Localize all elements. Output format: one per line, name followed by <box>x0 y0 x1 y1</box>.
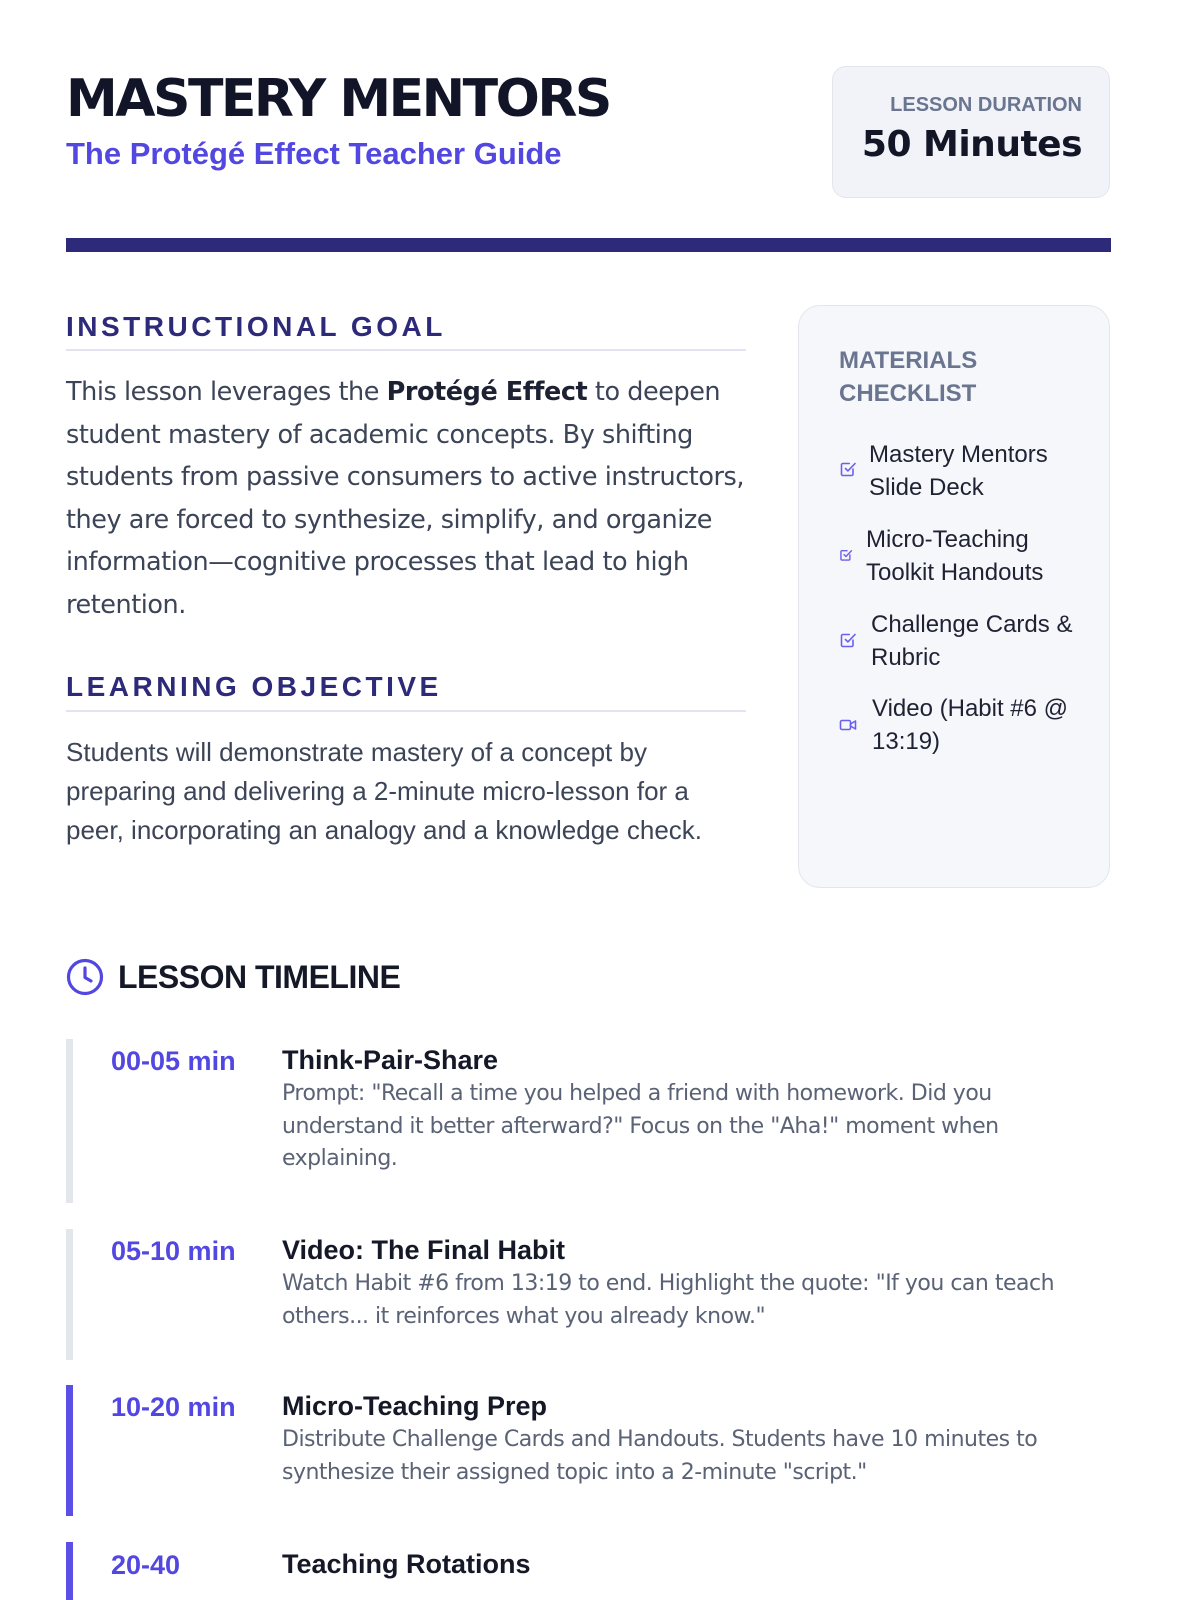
checkbox-icon <box>839 547 853 561</box>
materials-checklist-card <box>798 305 1110 888</box>
checkbox-icon <box>839 631 857 649</box>
learning-objective-text: Students will demonstrate mastery of a concept by preparing and delivering a 2-minute micro-lesson for a peer, incorporating an analogy and a knowledge check. <box>66 737 702 846</box>
lesson-duration-value: 50 Minutes <box>861 124 1082 165</box>
section-divider <box>66 349 746 351</box>
material-item-label: Micro-Teaching Toolkit Handouts <box>866 526 1044 586</box>
timeline-entry <box>66 1039 1111 1203</box>
page-title: MASTERY MENTORS <box>66 69 610 129</box>
lesson-duration-card <box>832 66 1110 198</box>
section-divider <box>66 710 746 712</box>
timeline-description: Distribute Challenge Cards and Handouts. Students have 10 minutes to synthesize their assigned topic into a 2-minute "script." <box>282 1427 1038 1485</box>
lesson-timeline-heading: LESSON TIMELINE <box>118 959 401 995</box>
timeline-time: 00-05 min <box>111 1046 236 1076</box>
goal-text-body: to deepen student mastery of academic concepts. By shifting students from passive consumers to active instructors, they are forced to synthesize, simplify, and organize information—cognitive processes that lead to high retention. <box>66 377 744 620</box>
page-subtitle: The Protégé Effect Teacher Guide <box>66 136 562 171</box>
materials-checklist-title: MATERIALS CHECKLIST <box>839 347 978 407</box>
timeline-activity: Think-Pair-Share <box>282 1045 499 1075</box>
timeline-description: Watch Habit #6 from 13:19 to end. Highlight the quote: "If you can teach others... it reinforces what you already know." <box>282 1271 1055 1329</box>
timeline-entry <box>66 1229 1111 1360</box>
timeline-time: 10-20 min <box>111 1392 236 1422</box>
clock-icon <box>66 958 104 996</box>
timeline-bar-active <box>66 1385 73 1516</box>
timeline-entry <box>66 1542 1111 1600</box>
timeline-activity: Micro-Teaching Prep <box>282 1391 548 1421</box>
lesson-duration-label: LESSON DURATION <box>890 94 1082 116</box>
checkbox-icon <box>839 460 857 478</box>
goal-text-emphasis: Protégé Effect <box>386 377 588 407</box>
header-divider <box>66 238 1111 252</box>
timeline-time: 05-10 min <box>111 1236 236 1266</box>
timeline-activity: Video: The Final Habit <box>282 1235 566 1265</box>
video-icon <box>839 716 857 734</box>
material-item-label: Video (Habit #6 @ 13:19) <box>872 695 1069 755</box>
learning-objective-heading: LEARNING OBJECTIVE <box>66 671 442 702</box>
material-item-label: Mastery Mentors Slide Deck <box>869 441 1048 501</box>
goal-text-intro: This lesson leverages the <box>66 377 387 407</box>
material-item-label: Challenge Cards & Rubric <box>871 611 1073 671</box>
timeline-entry <box>66 1385 1111 1516</box>
timeline-activity: Teaching Rotations <box>282 1549 531 1579</box>
timeline-time: 20-40 <box>111 1550 181 1580</box>
timeline-bar <box>66 1229 73 1360</box>
timeline-description: Prompt: "Recall a time you helped a friend with homework. Did you understand it better afterward?" Focus on the "Aha!" moment when explaining. <box>282 1081 999 1172</box>
timeline-bar-active <box>66 1542 73 1600</box>
timeline-bar <box>66 1039 73 1203</box>
instructional-goal-text <box>66 371 756 626</box>
instructional-goal-heading: INSTRUCTIONAL GOAL <box>66 311 446 342</box>
